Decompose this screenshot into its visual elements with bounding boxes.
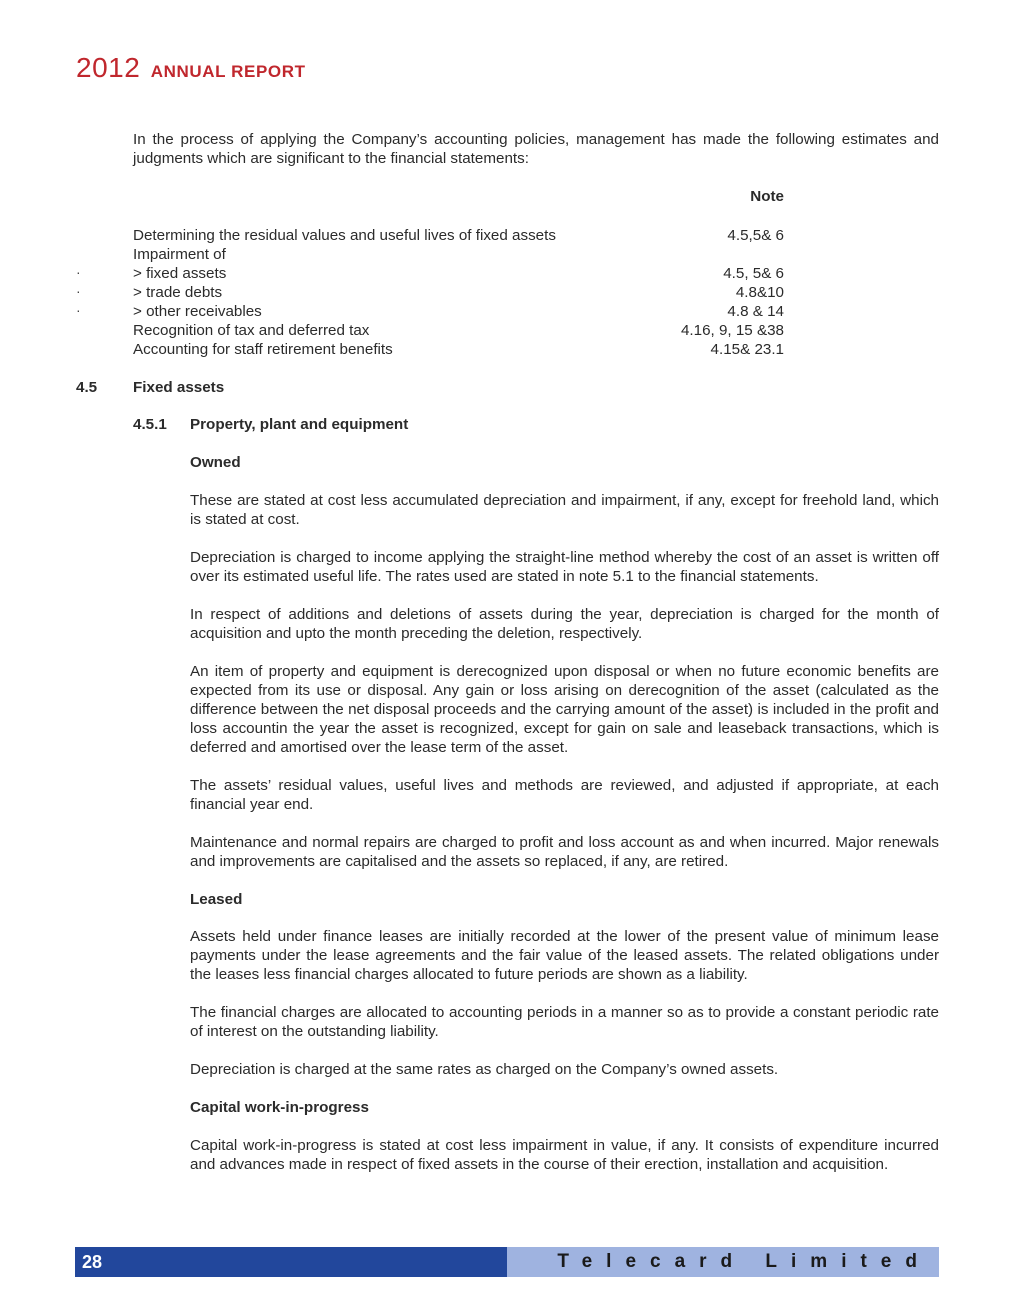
owned-paragraph: Maintenance and normal repairs are charged to profit and loss account as and when incurred. Major renewals and improvements are capitalised and the assets so replaced, if any, are retired. <box>190 834 939 870</box>
bullet-dot: · <box>76 302 81 318</box>
cwip-heading: Capital work-in-progress <box>190 1099 369 1116</box>
table-row-label: Accounting for staff retirement benefits <box>133 341 393 358</box>
intro-paragraph: In the process of applying the Company’s accounting policies, management has made the following estimates and judgments which are significant to the financial statements: <box>133 131 939 167</box>
table-row-label: > fixed assets <box>133 265 227 282</box>
report-title: ANNUAL REPORT <box>150 62 306 81</box>
table-row-label: Impairment of <box>133 246 226 263</box>
bullet-dot: · <box>76 283 81 299</box>
bullet-dot: · <box>76 264 81 280</box>
owned-paragraph: An item of property and equipment is derecognized upon disposal or when no future economic benefits are expected from its use or disposal. Any gain or loss arising on derecognition of the asset (calculated as the difference between the net disposal proceeds and the carrying amount of the asset) is included in the profit and loss accountin the year the asset is recognized, except for gain on sale and leaseback transactions, which is deferred and amortised over the lease term of the asset. <box>190 663 939 756</box>
note-column-header: Note <box>750 188 784 205</box>
owned-heading: Owned <box>190 454 241 471</box>
report-year: 2012 <box>76 52 141 83</box>
leased-paragraph: Assets held under finance leases are initially recorded at the lower of the present value of minimum lease payments under the lease agreements and the fair value of the leased assets. The related obligations under the leases less financial charges allocated to future periods are shown as a liability. <box>190 928 939 983</box>
leased-heading: Leased <box>190 891 243 908</box>
section-number: 4.5 <box>76 379 98 396</box>
table-row-note: 4.8 & 14 <box>727 303 784 320</box>
cwip-paragraph: Capital work-in-progress is stated at cost less impairment in value, if any. It consists of expenditure incurred and advances made in respect of fixed assets in the course of their erection, installation and acquisition. <box>190 1137 939 1173</box>
footer-company-bar <box>507 1247 939 1277</box>
table-row-label: Determining the residual values and useful lives of fixed assets <box>133 227 556 244</box>
leased-paragraph: Depreciation is charged at the same rates as charged on the Company’s owned assets. <box>190 1061 779 1078</box>
owned-paragraph: The assets’ residual values, useful lives and methods are reviewed, and adjusted if appropriate, at each financial year end. <box>190 777 939 813</box>
table-row-label: > other receivables <box>133 303 262 320</box>
footer-page-bar <box>75 1247 507 1277</box>
table-row-label: Recognition of tax and deferred tax <box>133 322 370 339</box>
company-name: Telecard Limited <box>557 1251 931 1272</box>
owned-paragraph: These are stated at cost less accumulated depreciation and impairment, if any, except for freehold land, which is stated at cost. <box>190 492 939 528</box>
subsection-number: 4.5.1 <box>133 416 167 433</box>
table-row-label: > trade debts <box>133 284 223 301</box>
table-row-note: 4.15& 23.1 <box>710 341 784 358</box>
report-header <box>76 52 306 84</box>
table-row-note: 4.8&10 <box>735 284 784 301</box>
leased-paragraph: The financial charges are allocated to accounting periods in a manner so as to provide a constant periodic rate of interest on the outstanding liability. <box>190 1004 939 1040</box>
table-row-note: 4.16, 9, 15 &38 <box>680 322 784 339</box>
page-number: 28 <box>82 1251 103 1272</box>
owned-paragraph: Depreciation is charged to income applying the straight-line method whereby the cost of an asset is written off over its estimated useful life. The rates used are stated in note 5.1 to the financial statements. <box>190 549 939 585</box>
owned-paragraph: In respect of additions and deletions of assets during the year, depreciation is charged for the month of acquisition and upto the month preceding the deletion, respectively. <box>190 606 939 642</box>
subsection-title: Property, plant and equipment <box>190 416 409 433</box>
section-title: Fixed assets <box>133 379 225 396</box>
table-row-note: 4.5, 5& 6 <box>723 265 784 282</box>
table-row-note: 4.5,5& 6 <box>727 227 784 244</box>
